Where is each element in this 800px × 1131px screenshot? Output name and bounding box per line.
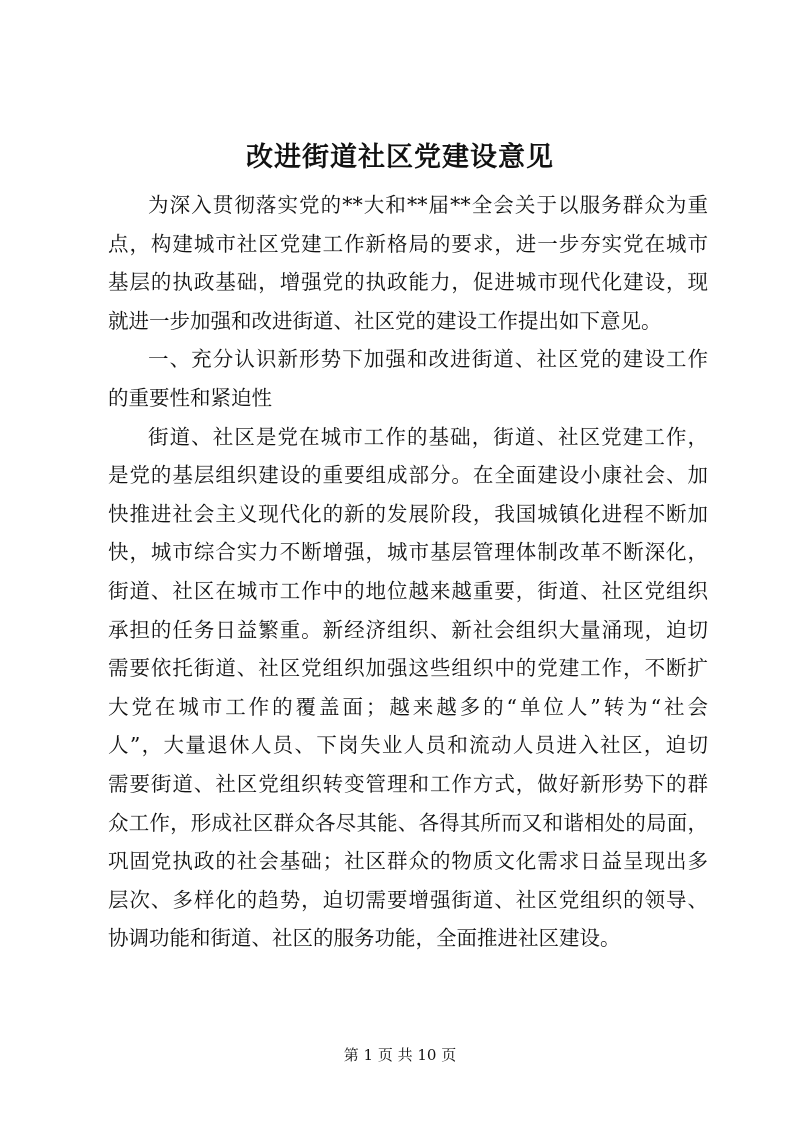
text-line: 层次、多样化的趋势，迫切需要增强街道、社区党组织的领导、 <box>108 887 708 912</box>
section-heading-line: 的重要性和紧迫性 <box>108 385 272 410</box>
text-line: 快，城市综合实力不断增强，城市基层管理体制改革不断深化， <box>108 540 708 565</box>
text-line: 快推进社会主义现代化的新的发展阶段，我国城镇化进程不断加 <box>108 501 708 526</box>
text-line: 人”，大量退休人员、下岗失业人员和流动人员进入社区，迫切 <box>108 733 708 758</box>
text-line: 为深入贯彻落实党的**大和**届**全会关于以服务群众为重 <box>148 193 708 217</box>
document-body <box>108 186 708 958</box>
text-line: 大党在城市工作的覆盖面；越来越多的“单位人”转为“社会 <box>108 694 708 719</box>
text-line: 协调功能和街道、社区的服务功能，全面推进社区建设。 <box>108 926 621 951</box>
text-line: 基层的执政基础，增强党的执政能力，促进城市现代化建设，现 <box>108 270 708 295</box>
section-heading-line: 一、充分认识新形势下加强和改进街道、社区党的建设工作 <box>148 347 708 372</box>
text-line: 众工作，形成社区群众各尽其能、各得其所而又和谐相处的局面， <box>108 810 708 835</box>
text-line: 街道、社区是党在城市工作的基础，街道、社区党建工作， <box>148 424 708 449</box>
text-line: 需要街道、社区党组织转变管理和工作方式，做好新形势下的群 <box>108 771 708 796</box>
text-line: 巩固党执政的社会基础；社区群众的物质文化需求日益呈现出多 <box>108 849 708 874</box>
text-line: 是党的基层组织建设的重要组成部分。在全面建设小康社会、加 <box>108 463 708 488</box>
page-number-footer: 第 1 页 共 10 页 <box>343 1046 457 1064</box>
text-line: 需要依托街道、社区党组织加强这些组织中的党建工作，不断扩 <box>108 656 708 681</box>
text-line: 就进一步加强和改进街道、社区党的建设工作提出如下意见。 <box>108 308 662 333</box>
text-line: 承担的任务日益繁重。新经济组织、新社会组织大量涌现，迫切 <box>108 617 708 642</box>
text-line: 点，构建城市社区党建工作新格局的要求，进一步夯实党在城市 <box>108 231 708 256</box>
text-line: 街道、社区在城市工作中的地位越来越重要，街道、社区党组织 <box>108 578 708 603</box>
document-title: 改进街道社区党建设意见 <box>246 142 554 173</box>
